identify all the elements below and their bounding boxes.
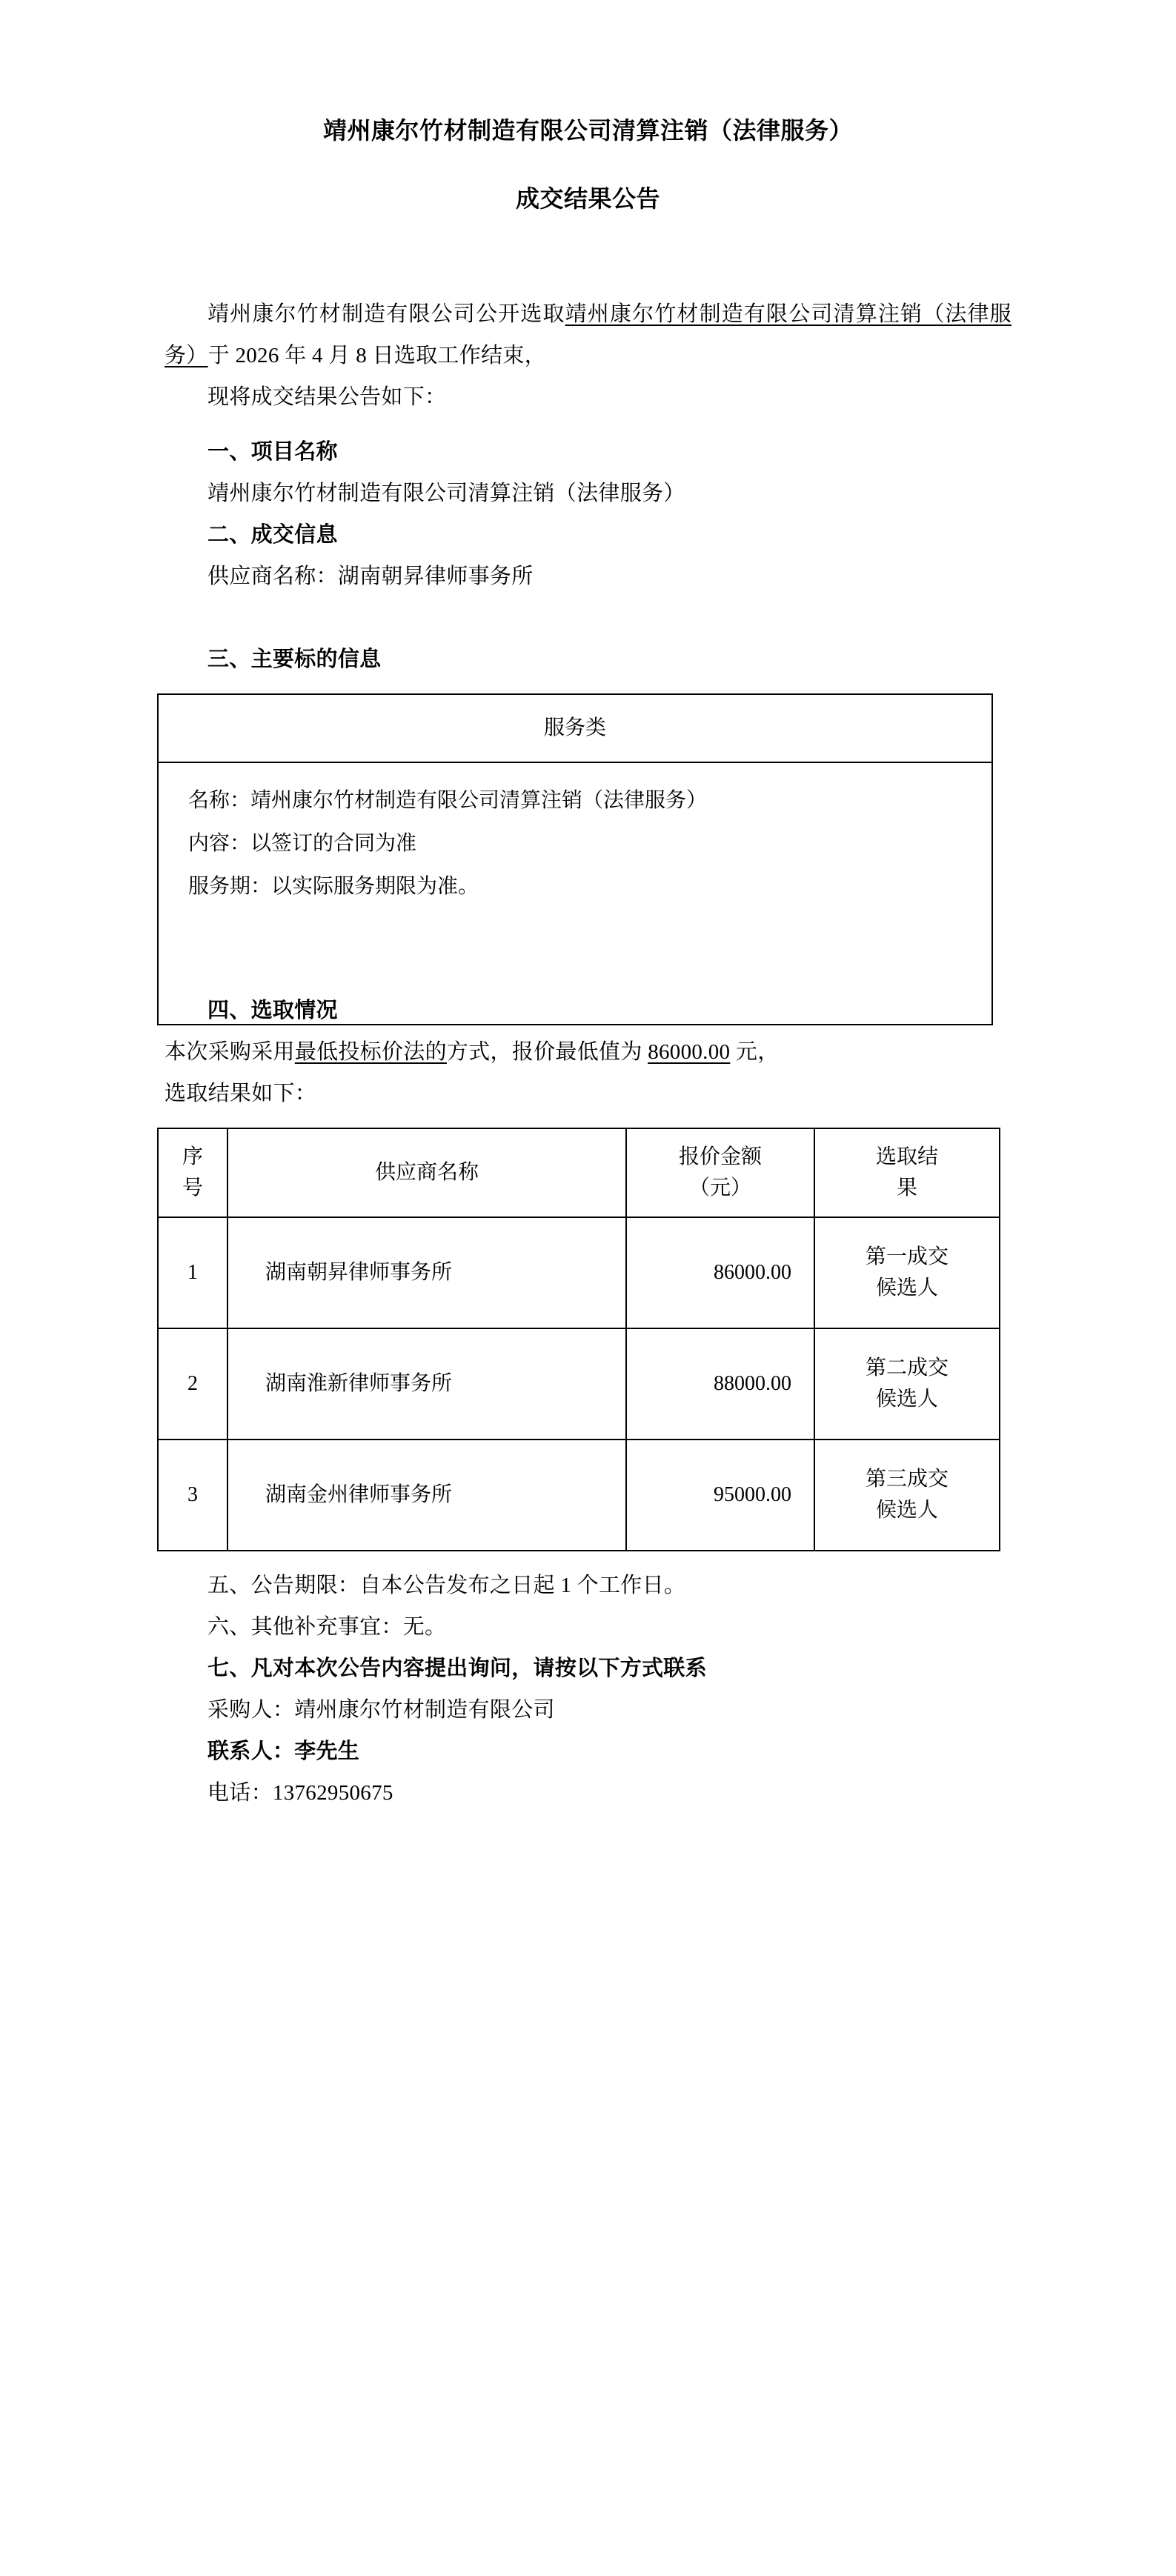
s4-middle: 方式，报价最低值为 — [446, 1040, 648, 1064]
result-table-header-row — [158, 1128, 1000, 1217]
row-3-amount: 95000.00 — [626, 1440, 814, 1551]
row-1-amount: 86000.00 — [626, 1217, 814, 1328]
page-title-line-1: 靖州康尔竹材制造有限公司清算注销（法律服务） — [322, 117, 853, 144]
row-1-name: 湖南朝昇律师事务所 — [227, 1217, 626, 1328]
s4-underlined-amount: 86000.00 — [648, 1040, 731, 1064]
result-header-no — [158, 1128, 227, 1217]
result-header-supplier-name: 供应商名称 — [227, 1128, 626, 1217]
subject-row-period: 服务期：以实际服务期限为准。 — [188, 875, 479, 898]
subject-row-content: 内容：以签订的合同为准 — [188, 832, 417, 855]
table-row — [158, 1440, 1000, 1551]
table-row — [158, 1328, 1000, 1440]
section-1-body: 靖州康尔竹材制造有限公司清算注销（法律服务） — [207, 482, 685, 505]
gap-before-subject-table — [165, 680, 1011, 693]
result-header-result — [814, 1128, 1000, 1217]
result-header-no-line-1: 序 — [182, 1145, 203, 1168]
row-2-name: 湖南淮新律师事务所 — [227, 1328, 626, 1440]
result-table — [157, 1128, 1000, 1551]
section-5-line: 五、公告期限：自本公告发布之日起 1 个工作日。 — [207, 1574, 686, 1597]
row-2-no: 2 — [158, 1328, 227, 1440]
s4-prefix: 本次采购采用 — [165, 1040, 295, 1064]
page-title-line-2: 成交结果公告 — [515, 185, 660, 212]
s4-suffix: 元， — [730, 1040, 780, 1064]
gap-after-result-table — [165, 1551, 1011, 1565]
row-1-result-line-2: 候选人 — [875, 1277, 938, 1299]
row-3-result — [814, 1440, 1000, 1551]
document-content — [165, 0, 1011, 1814]
title-gap-2 — [165, 252, 1011, 293]
intro-line-2-suffix: 于 2026 年 4 月 8 日选取工作结束， — [207, 344, 547, 367]
row-1-result-line-1: 第一成交 — [865, 1245, 949, 1268]
intro-line-2-underlined: 公司清算注销（法律服务） — [165, 302, 1011, 367]
section-1-heading: 一、项目名称 — [207, 440, 338, 464]
intro-line-3: 现将成交结果公告如下： — [207, 385, 447, 409]
subject-table-body-row — [158, 762, 992, 1025]
result-header-no-line-2: 号 — [182, 1176, 203, 1199]
subject-info-table — [157, 693, 993, 1025]
gap-before-result-table — [165, 1114, 1011, 1128]
section-7-phone: 电话：13762950675 — [207, 1781, 393, 1805]
intro-paragraph — [165, 293, 1011, 376]
result-header-amount-line-2: （元） — [688, 1176, 751, 1199]
s4-underlined-method: 最低投标价法的 — [294, 1040, 447, 1064]
intro-line-1-prefix: 靖州康尔竹材制造有限公司公开选取 — [207, 302, 565, 326]
section-7-contact-person: 联系人：李先生 — [207, 1740, 360, 1763]
subject-table-header-row — [158, 694, 992, 762]
table-row — [158, 1217, 1000, 1328]
row-3-no: 3 — [158, 1440, 227, 1551]
subject-row-name: 名称：靖州康尔竹材制造有限公司清算注销（法律服务） — [188, 789, 708, 812]
row-2-amount: 88000.00 — [626, 1328, 814, 1440]
section-3-heading: 三、主要标的信息 — [207, 648, 382, 671]
section-4-paragraph-line-2: 选取结果如下： — [165, 1082, 317, 1105]
row-1-result — [814, 1217, 1000, 1328]
row-2-result — [814, 1328, 1000, 1440]
gap-before-section-1 — [165, 418, 1011, 431]
section-2-body: 供应商名称：湖南朝昇律师事务所 — [207, 565, 534, 588]
row-2-result-line-1: 第二成交 — [865, 1357, 949, 1379]
row-1-no: 1 — [158, 1217, 227, 1328]
section-7-purchaser: 采购人：靖州康尔竹材制造有限公司 — [207, 1698, 555, 1722]
result-header-amount-line-1: 报价金额 — [678, 1145, 762, 1168]
result-header-result-line-1: 选取结 — [875, 1145, 938, 1168]
row-3-name: 湖南金州律师事务所 — [227, 1440, 626, 1551]
section-4-heading: 四、选取情况 — [207, 999, 338, 1022]
row-3-result-line-1: 第三成交 — [865, 1468, 949, 1491]
intro-closing-line — [165, 376, 1011, 418]
intro-line-1-underlined: 靖州康尔竹材制造有限 — [565, 302, 789, 326]
title-gap — [165, 210, 1011, 252]
subject-table-body-cell — [158, 762, 992, 1025]
section-2-heading: 二、成交信息 — [207, 523, 338, 547]
section-4-paragraph-line-1 — [165, 1031, 1011, 1073]
result-header-amount — [626, 1128, 814, 1217]
section-7-heading: 七、凡对本次公告内容提出询问，请按以下方式联系 — [207, 1657, 707, 1680]
result-header-result-line-2: 果 — [896, 1176, 917, 1199]
gap-before-section-3 — [165, 597, 1011, 639]
row-3-result-line-2: 候选人 — [875, 1499, 938, 1522]
row-2-result-line-2: 候选人 — [875, 1388, 938, 1411]
subject-table-header-cell: 服务类 — [158, 694, 992, 762]
section-6-line: 六、其他补充事宜：无。 — [207, 1615, 447, 1639]
